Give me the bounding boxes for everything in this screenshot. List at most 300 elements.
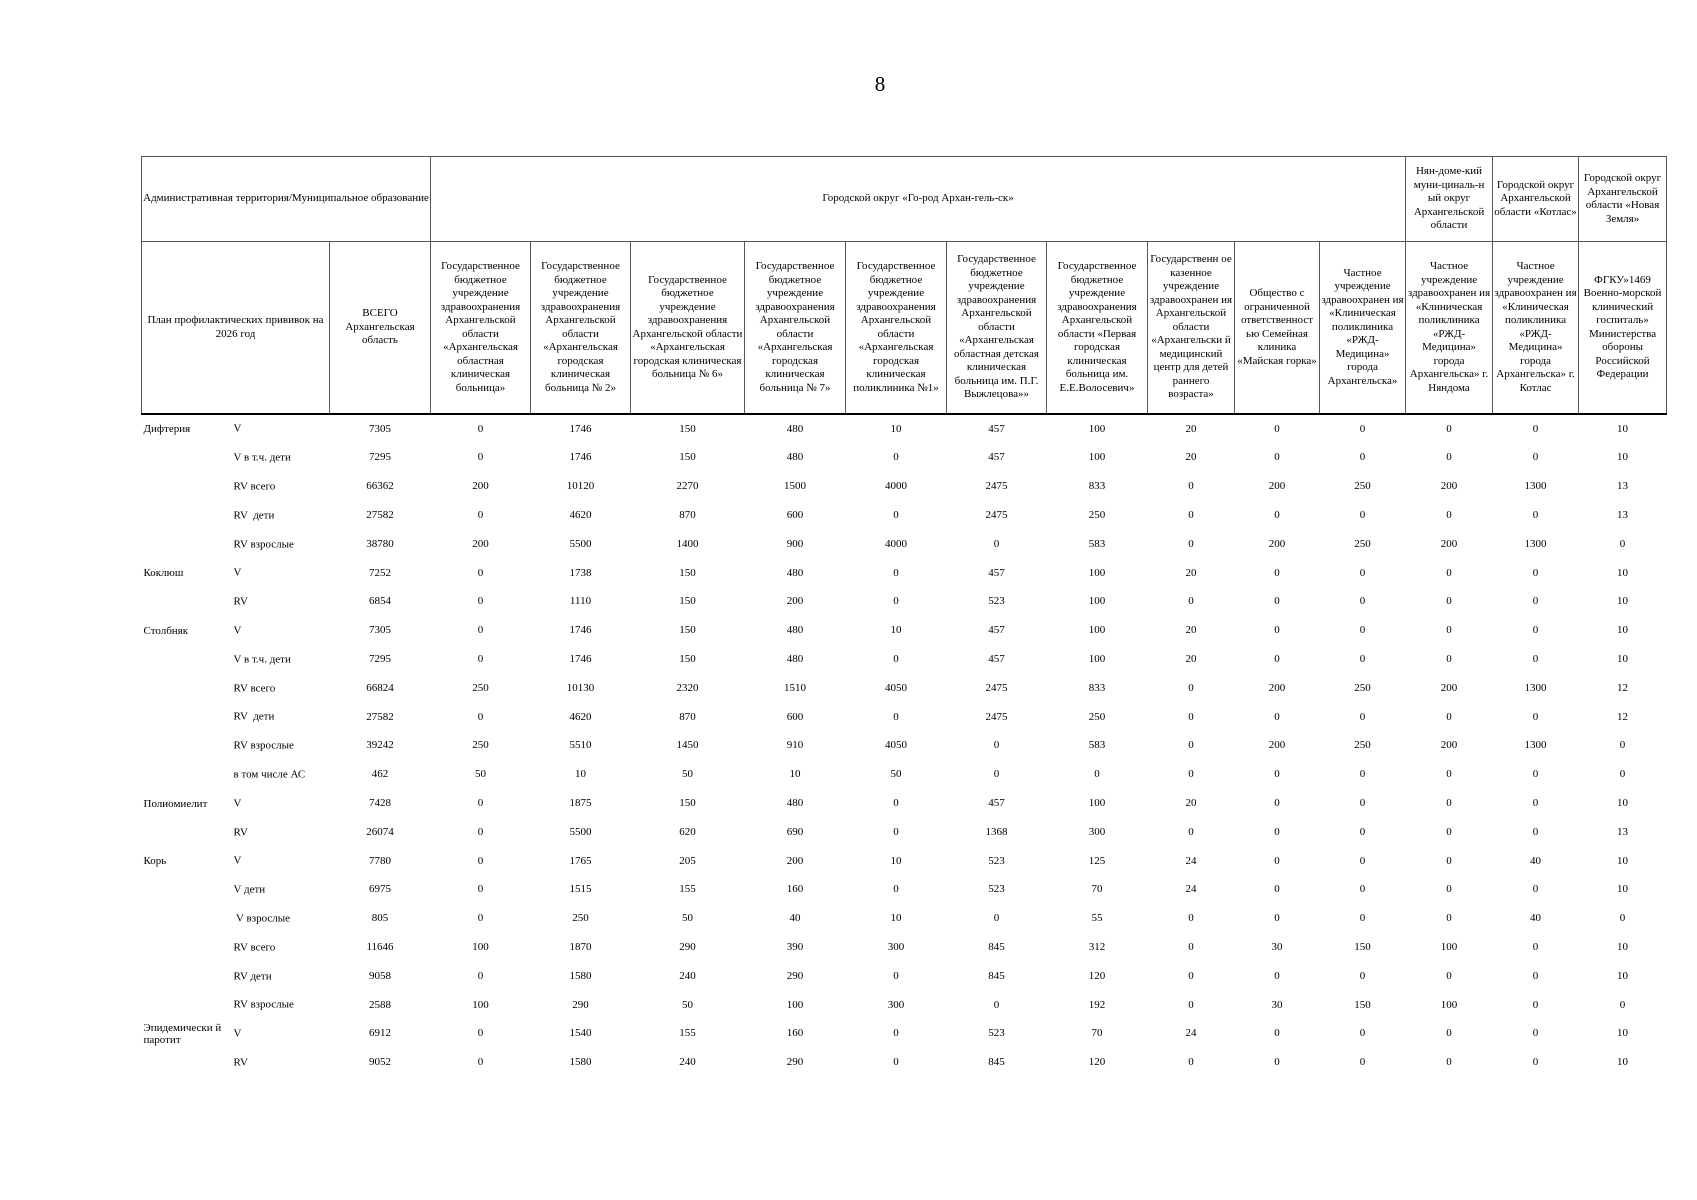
- value-cell: 1300: [1524, 739, 1547, 752]
- value-cell: 0: [1274, 768, 1280, 781]
- value-cell: 50: [890, 768, 902, 781]
- plan-cell: [142, 1049, 330, 1078]
- value-cell: 312: [1088, 940, 1106, 953]
- value-cell: 0: [1359, 566, 1366, 579]
- total-cell: 7305: [369, 624, 391, 637]
- plan-cell: [142, 818, 330, 847]
- value-cell: 600: [786, 710, 804, 723]
- value-cell: 200: [1268, 480, 1286, 493]
- value-cell: 30: [1271, 998, 1283, 1011]
- value-cell: 0: [893, 825, 899, 838]
- value-cell: 125: [1088, 854, 1106, 867]
- value-cell: 0: [1446, 768, 1452, 781]
- value-cell: 0: [893, 710, 899, 723]
- value-cell: 0: [1532, 509, 1539, 522]
- value-cell: 523: [988, 883, 1005, 896]
- total-cell: 9052: [369, 1056, 391, 1069]
- value-cell: 200: [472, 480, 489, 493]
- value-cell: 200: [472, 537, 489, 550]
- value-cell: 0: [1532, 883, 1539, 896]
- value-cell: 1110: [569, 595, 592, 608]
- value-cell: 10: [1617, 422, 1629, 435]
- value-cell: 0: [1359, 883, 1366, 896]
- table-row: [142, 617, 1667, 646]
- city-district-header: Городской округ «Го-род Архан-гель-ск»: [431, 157, 1406, 242]
- plan-cell: [142, 414, 330, 444]
- plan-header: План профилактических прививок на 2026 год: [142, 242, 330, 415]
- value-cell: 0: [893, 451, 899, 464]
- value-cell: 0: [1188, 710, 1194, 723]
- value-cell: 0: [1359, 509, 1366, 522]
- value-cell: 1746: [569, 422, 592, 435]
- value-cell: 0: [1619, 912, 1626, 925]
- page-number: 8: [874, 72, 886, 96]
- value-cell: 1500: [784, 480, 806, 493]
- value-cell: 690: [786, 825, 804, 838]
- institution-header: Государственное бюджетное учреждение здравоохранения Архангельской области «Архангельская городская клиническая больница № 2»: [531, 242, 631, 415]
- value-cell: 0: [1274, 1056, 1280, 1069]
- value-cell: 0: [1274, 566, 1280, 579]
- value-cell: 0: [1274, 710, 1280, 723]
- vaccination-plan-table: [141, 156, 1667, 1077]
- value-cell: 0: [1532, 1027, 1539, 1040]
- value-cell: 24: [1185, 854, 1197, 867]
- table-row: [142, 444, 1667, 473]
- value-cell: 10: [1617, 1027, 1629, 1040]
- value-cell: 100: [1088, 566, 1106, 579]
- institution-header: Государственное бюджетное учреждение здравоохранения Архангельской области «Архангельская городская клиническая больница № 7»: [745, 242, 846, 415]
- value-cell: 0: [1359, 653, 1366, 666]
- value-cell: 300: [887, 998, 905, 1011]
- value-cell: 250: [1088, 509, 1106, 522]
- value-cell: 0: [1446, 912, 1452, 925]
- vaccination-kind: RV: [233, 595, 248, 608]
- total-cell: 6854: [369, 595, 391, 608]
- value-cell: 1515: [569, 883, 592, 896]
- plan-cell: [142, 473, 330, 502]
- value-cell: 150: [679, 422, 696, 435]
- vaccination-kind: V в т.ч. дети: [233, 451, 291, 464]
- table-row: [142, 530, 1667, 559]
- value-cell: 30: [1271, 940, 1283, 953]
- value-cell: 0: [893, 969, 899, 982]
- value-cell: 0: [477, 566, 484, 579]
- value-cell: 480: [786, 797, 804, 809]
- value-cell: 4050: [885, 739, 907, 752]
- institution-header: Государственное бюджетное учреждение здравоохранения Архангельской области «Архангельская городская клиническая больница № 6»: [631, 242, 745, 415]
- institution-header: Государственное бюджетное учреждение здравоохранения Архангельской области «Архангельская областная детская клиническая больница им. П.Г. Выжлецова»»: [947, 242, 1047, 415]
- value-cell: 250: [1354, 681, 1371, 694]
- plan-cell: [142, 876, 330, 905]
- value-cell: 10: [1617, 566, 1629, 579]
- table-row: [142, 761, 1667, 790]
- value-cell: 845: [988, 940, 1005, 953]
- region-header-novaya-zemlya: Городской округ Архангельской области «Новая Земля»: [1579, 157, 1667, 242]
- value-cell: 20: [1185, 566, 1197, 579]
- plan-cell: [142, 789, 330, 818]
- value-cell: 0: [477, 451, 484, 464]
- value-cell: 1580: [569, 969, 592, 982]
- total-cell: 805: [371, 912, 389, 925]
- value-cell: 0: [1274, 1027, 1280, 1040]
- value-cell: 0: [1532, 710, 1539, 723]
- value-cell: 0: [477, 912, 484, 925]
- value-cell: 10: [1617, 624, 1629, 637]
- value-cell: 40: [1530, 854, 1542, 867]
- value-cell: 1368: [985, 825, 1008, 838]
- total-cell: 66362: [366, 480, 394, 493]
- value-cell: 200: [786, 595, 804, 608]
- institution-header: ФГКУ»1469 Военно-морской клинический госпиталь» Министерства обороны Российской Федерации: [1579, 242, 1667, 415]
- value-cell: 70: [1091, 1027, 1103, 1040]
- total-cell: 11646: [366, 940, 394, 953]
- value-cell: 0: [1188, 1056, 1194, 1069]
- value-cell: 13: [1617, 509, 1629, 522]
- value-cell: 480: [786, 451, 804, 464]
- value-cell: 0: [893, 797, 899, 809]
- value-cell: 50: [682, 998, 693, 1011]
- value-cell: 10: [1617, 451, 1629, 464]
- value-cell: 0: [477, 653, 484, 666]
- value-cell: 100: [1440, 998, 1458, 1011]
- table-row: [142, 789, 1667, 818]
- value-cell: 845: [988, 1056, 1005, 1069]
- table-row: [142, 703, 1667, 732]
- value-cell: 523: [988, 1027, 1005, 1040]
- value-cell: 1870: [569, 940, 592, 953]
- value-cell: 290: [572, 998, 589, 1011]
- value-cell: 0: [1446, 710, 1452, 723]
- table-row: [142, 674, 1667, 703]
- vaccination-kind: в том числе АС: [233, 768, 306, 781]
- value-cell: 0: [1274, 509, 1280, 522]
- value-cell: 0: [1359, 595, 1366, 608]
- value-cell: 24: [1185, 1027, 1197, 1040]
- value-cell: 0: [1446, 451, 1452, 464]
- value-cell: 0: [1274, 624, 1280, 637]
- value-cell: 100: [786, 998, 804, 1011]
- value-cell: 0: [1188, 940, 1194, 953]
- value-cell: 10: [575, 768, 586, 781]
- value-cell: 0: [993, 912, 1000, 925]
- value-cell: 100: [1088, 797, 1106, 809]
- value-cell: 0: [1359, 797, 1366, 809]
- total-cell: 7428: [369, 797, 391, 809]
- value-cell: 160: [786, 883, 804, 896]
- table-row: [142, 933, 1667, 962]
- value-cell: 0: [1359, 854, 1366, 867]
- table-row: [142, 732, 1667, 761]
- value-cell: 0: [1359, 624, 1366, 637]
- value-cell: 120: [1088, 1056, 1106, 1069]
- value-cell: 0: [893, 1056, 899, 1069]
- value-cell: 0: [1532, 595, 1539, 608]
- table-row: [142, 876, 1667, 905]
- value-cell: 0: [993, 768, 1000, 781]
- total-header: ВСЕГО Архангельская область: [330, 242, 431, 415]
- value-cell: 150: [1354, 998, 1371, 1011]
- value-cell: 0: [1532, 969, 1539, 982]
- table-row: [142, 559, 1667, 588]
- value-cell: 150: [1354, 940, 1371, 953]
- plan-table-body: [142, 414, 1667, 1077]
- total-cell: 7252: [369, 566, 391, 579]
- value-cell: 240: [679, 969, 696, 982]
- value-cell: 833: [1088, 681, 1106, 694]
- value-cell: 0: [1532, 1056, 1539, 1069]
- value-cell: 1510: [784, 681, 806, 694]
- value-cell: 583: [1088, 537, 1106, 550]
- value-cell: 0: [1094, 768, 1100, 781]
- value-cell: 10: [789, 768, 801, 781]
- plan-cell: [142, 732, 330, 761]
- table-row: [142, 473, 1667, 502]
- value-cell: 0: [1359, 710, 1366, 723]
- value-cell: 0: [1446, 969, 1452, 982]
- value-cell: 0: [1532, 653, 1539, 666]
- value-cell: 0: [1446, 883, 1452, 896]
- value-cell: 250: [472, 681, 489, 694]
- value-cell: 50: [682, 912, 693, 925]
- value-cell: 160: [786, 1027, 804, 1040]
- value-cell: 1746: [569, 653, 592, 666]
- institution-header: Государственное бюджетное учреждение здравоохранения Архангельской области «Архангельская областная клиническая больница»: [431, 242, 531, 415]
- value-cell: 10130: [566, 681, 595, 694]
- plan-cell: [142, 991, 330, 1020]
- value-cell: 150: [679, 797, 696, 809]
- table-row: [142, 818, 1667, 847]
- value-cell: 870: [679, 509, 696, 522]
- value-cell: 40: [789, 912, 801, 925]
- value-cell: 845: [988, 969, 1005, 982]
- value-cell: 5500: [569, 537, 592, 550]
- value-cell: 1580: [569, 1056, 592, 1069]
- region-header-kotlas: Городской округ Архангельской области «Котлас»: [1493, 157, 1579, 242]
- value-cell: 120: [1088, 969, 1106, 982]
- value-cell: 900: [786, 537, 804, 550]
- value-cell: 0: [1188, 509, 1194, 522]
- table-row: [142, 588, 1667, 617]
- plan-cell: [142, 559, 330, 588]
- vaccination-kind: RV дети: [233, 710, 275, 723]
- value-cell: 0: [1274, 854, 1280, 867]
- value-cell: 2475: [985, 509, 1008, 522]
- value-cell: 290: [679, 940, 696, 953]
- plan-cell: [142, 645, 330, 674]
- vaccination-kind: RV всего: [233, 940, 276, 953]
- vaccination-kind: RV всего: [233, 681, 276, 694]
- plan-cell: [142, 847, 330, 876]
- value-cell: 200: [1440, 537, 1458, 550]
- plan-cell: [142, 588, 330, 617]
- total-cell: 38780: [366, 537, 394, 550]
- value-cell: 480: [786, 624, 804, 637]
- value-cell: 0: [1188, 768, 1194, 781]
- value-cell: 0: [1446, 624, 1452, 637]
- plan-cell: [142, 444, 330, 473]
- value-cell: 0: [1188, 681, 1194, 694]
- vaccination-kind: V дети: [233, 883, 266, 896]
- value-cell: 20: [1185, 653, 1197, 666]
- value-cell: 10: [1617, 653, 1629, 666]
- total-cell: 7780: [369, 854, 391, 867]
- value-cell: 0: [477, 883, 484, 896]
- vaccination-kind: V: [233, 624, 242, 637]
- value-cell: 0: [477, 422, 484, 435]
- value-cell: 10: [1617, 940, 1629, 953]
- value-cell: 1300: [1524, 480, 1547, 493]
- value-cell: 583: [1088, 739, 1106, 752]
- value-cell: 0: [1446, 595, 1452, 608]
- value-cell: 200: [1268, 739, 1286, 752]
- value-cell: 910: [786, 739, 804, 752]
- disease-name: Коклюш: [143, 567, 184, 580]
- table-row: [142, 991, 1667, 1020]
- value-cell: 20: [1185, 624, 1197, 637]
- value-cell: 12: [1617, 710, 1629, 723]
- table-row: [142, 501, 1667, 530]
- value-cell: 0: [477, 624, 484, 637]
- value-cell: 0: [1359, 422, 1366, 435]
- vaccination-kind: RV взрослые: [233, 998, 294, 1011]
- value-cell: 300: [887, 940, 905, 953]
- value-cell: 10: [1617, 797, 1629, 809]
- value-cell: 0: [1532, 624, 1539, 637]
- value-cell: 5500: [569, 825, 592, 838]
- value-cell: 457: [988, 451, 1005, 464]
- vaccination-kind: V: [233, 1027, 242, 1040]
- value-cell: 0: [1446, 653, 1452, 666]
- value-cell: 1875: [569, 797, 592, 809]
- value-cell: 870: [679, 710, 696, 723]
- value-cell: 4000: [885, 537, 907, 550]
- value-cell: 0: [1188, 969, 1194, 982]
- value-cell: 0: [1188, 595, 1194, 608]
- value-cell: 5510: [569, 739, 592, 752]
- value-cell: 480: [786, 566, 804, 579]
- vaccination-kind: V: [233, 566, 242, 579]
- vaccination-kind: V: [233, 797, 242, 809]
- plan-cell: [142, 761, 330, 790]
- value-cell: 0: [1274, 451, 1280, 464]
- value-cell: 10: [1617, 595, 1629, 608]
- value-cell: 200: [786, 854, 804, 867]
- value-cell: 0: [477, 595, 484, 608]
- value-cell: 10: [890, 912, 902, 925]
- value-cell: 4000: [885, 480, 907, 493]
- value-cell: 250: [1354, 480, 1371, 493]
- value-cell: 10: [1617, 969, 1629, 982]
- value-cell: 0: [1532, 768, 1539, 781]
- value-cell: 600: [786, 509, 804, 522]
- total-cell: 6975: [369, 883, 391, 896]
- value-cell: 0: [1619, 739, 1626, 752]
- value-cell: 0: [1274, 969, 1280, 982]
- value-cell: 150: [679, 566, 696, 579]
- value-cell: 0: [1274, 422, 1280, 435]
- value-cell: 0: [1446, 509, 1452, 522]
- value-cell: 1765: [569, 854, 592, 867]
- institution-header: Государственное бюджетное учреждение здравоохранения Архангельской области «Первая городская клиническая больница им. Е.Е.Волосевич»: [1047, 242, 1148, 415]
- value-cell: 2475: [985, 480, 1008, 493]
- value-cell: 523: [988, 854, 1005, 867]
- value-cell: 0: [1532, 566, 1539, 579]
- value-cell: 0: [477, 710, 484, 723]
- value-cell: 100: [1088, 422, 1106, 435]
- total-cell: 27582: [366, 509, 394, 522]
- value-cell: 100: [1088, 653, 1106, 666]
- value-cell: 20: [1185, 422, 1197, 435]
- value-cell: 10: [1617, 883, 1629, 896]
- value-cell: 250: [472, 739, 489, 752]
- plan-cell: [142, 703, 330, 732]
- disease-name: Корь: [143, 855, 167, 868]
- value-cell: 0: [893, 595, 899, 608]
- value-cell: 0: [1532, 797, 1539, 809]
- value-cell: 2320: [676, 681, 699, 694]
- value-cell: 10: [1617, 1056, 1629, 1069]
- value-cell: 0: [1619, 998, 1626, 1011]
- vaccination-kind: RV: [233, 825, 248, 838]
- value-cell: 0: [1274, 883, 1280, 896]
- value-cell: 0: [893, 1027, 899, 1040]
- value-cell: 100: [472, 940, 489, 953]
- value-cell: 10: [890, 624, 902, 637]
- table-row: [142, 905, 1667, 934]
- value-cell: 0: [1274, 595, 1280, 608]
- value-cell: 100: [1088, 451, 1106, 464]
- value-cell: 250: [572, 912, 589, 925]
- value-cell: 480: [786, 653, 804, 666]
- value-cell: 200: [1268, 681, 1286, 694]
- value-cell: 0: [477, 825, 484, 838]
- value-cell: 2475: [985, 681, 1008, 694]
- value-cell: 0: [1188, 739, 1194, 752]
- value-cell: 457: [988, 797, 1005, 809]
- value-cell: 200: [1268, 537, 1286, 550]
- value-cell: 0: [1532, 451, 1539, 464]
- total-cell: 462: [371, 768, 389, 781]
- value-cell: 0: [1359, 969, 1366, 982]
- value-cell: 2270: [676, 480, 699, 493]
- value-cell: 0: [893, 566, 899, 579]
- vaccination-kind: RV всего: [233, 480, 276, 493]
- total-cell: 26074: [366, 825, 394, 838]
- value-cell: 12: [1617, 681, 1629, 694]
- table-row: [142, 1020, 1667, 1049]
- value-cell: 4620: [569, 710, 592, 723]
- value-cell: 55: [1091, 912, 1103, 925]
- value-cell: 20: [1185, 451, 1197, 464]
- institution-header: Государственное бюджетное учреждение здравоохранения Архангельской области «Архангельская городская клиническая поликлиника №1»: [846, 242, 947, 415]
- value-cell: 0: [893, 883, 899, 896]
- value-cell: 0: [1359, 1056, 1366, 1069]
- value-cell: 155: [679, 883, 696, 896]
- value-cell: 250: [1088, 710, 1106, 723]
- total-cell: 66824: [366, 681, 394, 694]
- plan-cell: [142, 501, 330, 530]
- total-cell: 27582: [366, 710, 394, 723]
- vaccination-kind: RV дети: [233, 509, 275, 522]
- value-cell: 290: [786, 969, 804, 982]
- value-cell: 0: [1446, 1027, 1452, 1040]
- value-cell: 1450: [676, 739, 699, 752]
- value-cell: 0: [1274, 825, 1280, 838]
- value-cell: 620: [679, 825, 696, 838]
- value-cell: 457: [988, 624, 1005, 637]
- value-cell: 0: [477, 509, 484, 522]
- value-cell: 100: [1440, 940, 1458, 953]
